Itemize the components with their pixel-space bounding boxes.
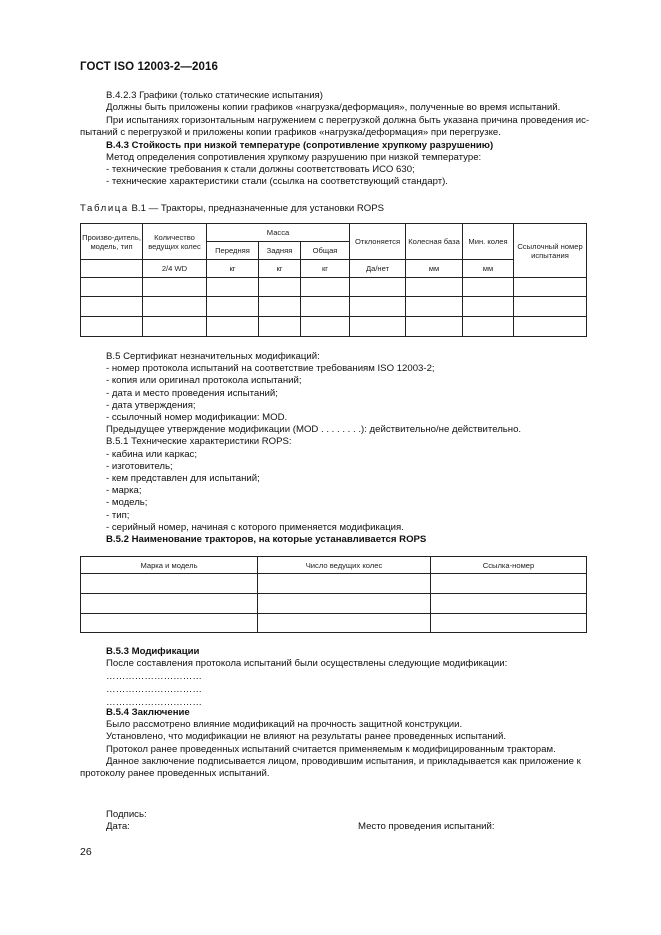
- table-b1-units-track: мм: [463, 260, 514, 278]
- table-b1-units-total: кг: [301, 260, 350, 278]
- section-b5-item: - дата и место проведения испытаний;: [106, 388, 278, 399]
- table-b52: [80, 556, 587, 633]
- table-b1-header-rear: Задняя: [259, 242, 301, 260]
- table-b1-header-wheelbase: Колесная база: [406, 224, 463, 260]
- section-b52-heading: В.5.2 Наименование тракторов, на которые устанавливается ROPS: [106, 534, 427, 545]
- table-row: [81, 297, 587, 317]
- table-b52-header-ref: Ссылка-номер: [431, 557, 587, 574]
- table-row: [81, 317, 587, 337]
- section-b43-heading: В.4.3 Стойкость при низкой температуре (сопротивление хрупкому разрушению): [106, 140, 494, 151]
- section-b54-line3: Протокол ранее проведенных испытаний считается применяемым к модифицированным тракторам.: [106, 744, 556, 755]
- section-b51-item: - тип;: [106, 510, 130, 521]
- table-b1-header-front: Передняя: [207, 242, 259, 260]
- section-b54-line2: Установлено, что модификации не влияют на результаты ранее проведенных испытаний.: [106, 731, 507, 742]
- table-b52-header-drive: Число ведущих колес: [258, 557, 431, 574]
- document-header: ГОСТ ISO 12003-2—2016: [80, 61, 218, 73]
- section-b54-line5: протоколу ранее проведенных испытаний.: [80, 768, 270, 779]
- table-b1-header-rejected: Отклоняется: [350, 224, 406, 260]
- section-b51-heading: В.5.1 Технические характеристики ROPS:: [106, 436, 292, 447]
- section-b53-dots: …………………………: [106, 684, 202, 695]
- section-b423-line1: Должны быть приложены копии графиков «нагрузка/деформация», полученные во время испытаний.: [106, 102, 561, 113]
- section-b5-item: - номер протокола испытаний на соответствие требованиям ISO 12003-2;: [106, 363, 435, 374]
- section-b51-item: - изготовитель;: [106, 461, 173, 472]
- table-b1-units-rejected: Да/нет: [350, 260, 406, 278]
- table-b1-units-drive: 2/4 WD: [143, 260, 207, 278]
- table-b1: [80, 223, 587, 337]
- section-b423-line3: пытаний с перегрузкой и приложены копии графиков «нагрузка/деформация» при перегрузке.: [80, 127, 501, 138]
- section-b51-item: - серийный номер, начиная с которого применяется модификация.: [106, 522, 404, 533]
- table-b1-header-drive: Количество ведущих колес: [143, 224, 207, 260]
- table-row: [81, 574, 587, 594]
- section-b54-line1: Было рассмотрено влияние модификаций на прочность защитной конструкции.: [106, 719, 463, 730]
- table-b1-units-model: [81, 260, 143, 278]
- page-number: 26: [80, 846, 92, 858]
- section-b53-heading: В.5.3 Модификации: [106, 646, 200, 657]
- table-b1-header-total: Общая: [301, 242, 350, 260]
- section-b5-item: - дата утверждения;: [106, 400, 196, 411]
- section-b54-heading: В.5.4 Заключение: [106, 707, 190, 718]
- table-b1-header-model: Произво-дитель, модель, тип: [81, 224, 143, 260]
- table-b1-header-mass: Масса: [207, 224, 350, 242]
- section-b5-item: - копия или оригинал протокола испытаний;: [106, 375, 302, 386]
- section-b423-line2: При испытаниях горизонтальным нагружением с перегрузкой должна быть указана причина проведения ис-: [106, 115, 590, 126]
- table-b1-header-ref: Ссылочный номер испытания: [514, 224, 587, 278]
- table-b1-units-wheelbase: мм: [406, 260, 463, 278]
- section-b54-line4: Данное заключение подписывается лицом, проводившим испытания, и прикладывается как приложение к: [106, 756, 581, 767]
- place-label: Место проведения испытаний:: [358, 821, 495, 832]
- table-b52-header-brand: Марка и модель: [81, 557, 258, 574]
- table-row: [81, 614, 587, 633]
- section-b51-item: - кабина или каркас;: [106, 449, 198, 460]
- signature-label: Подпись:: [106, 809, 147, 820]
- section-b53-dots: …………………………: [106, 697, 202, 708]
- table-row: [81, 278, 587, 297]
- table-b1-caption-prefix: Таблица: [80, 203, 129, 214]
- table-b1-caption: [80, 203, 384, 214]
- table-b1-caption-text: В.1 — Тракторы, предназначенные для установки ROPS: [131, 203, 385, 214]
- section-b51-item: - кем представлен для испытаний;: [106, 473, 260, 484]
- section-b43-item: - технические характеристики стали (ссылка на соответствующий стандарт).: [106, 176, 448, 187]
- section-b51-item: - модель;: [106, 497, 148, 508]
- section-b5-item: - ссылочный номер модификации: MOD.: [106, 412, 288, 423]
- section-b53-text: После составления протокола испытаний были осуществлены следующие модификации:: [106, 658, 508, 669]
- section-b43-item: - технические требования к стали должны соответствовать ИСО 630;: [106, 164, 415, 175]
- section-b53-dots: …………………………: [106, 671, 202, 682]
- table-b1-header-track: Мин. колея: [463, 224, 514, 260]
- table-row: [81, 594, 587, 614]
- section-b5-proposal: Предыдущее утверждение модификации (MOD . . . . . . . .): действительно/не действительно.: [106, 424, 522, 435]
- section-b51-item: - марка;: [106, 485, 142, 496]
- date-label: Дата:: [106, 821, 130, 832]
- section-b5-heading: В.5 Сертификат незначительных модификаций:: [106, 351, 320, 362]
- section-b43-intro: Метод определения сопротивления хрупкому разрушению при низкой температуре:: [106, 152, 482, 163]
- table-b1-units-front: кг: [207, 260, 259, 278]
- table-b1-units-rear: кг: [259, 260, 301, 278]
- section-b423-heading: В.4.2.3 Графики (только статические испытания): [106, 90, 323, 101]
